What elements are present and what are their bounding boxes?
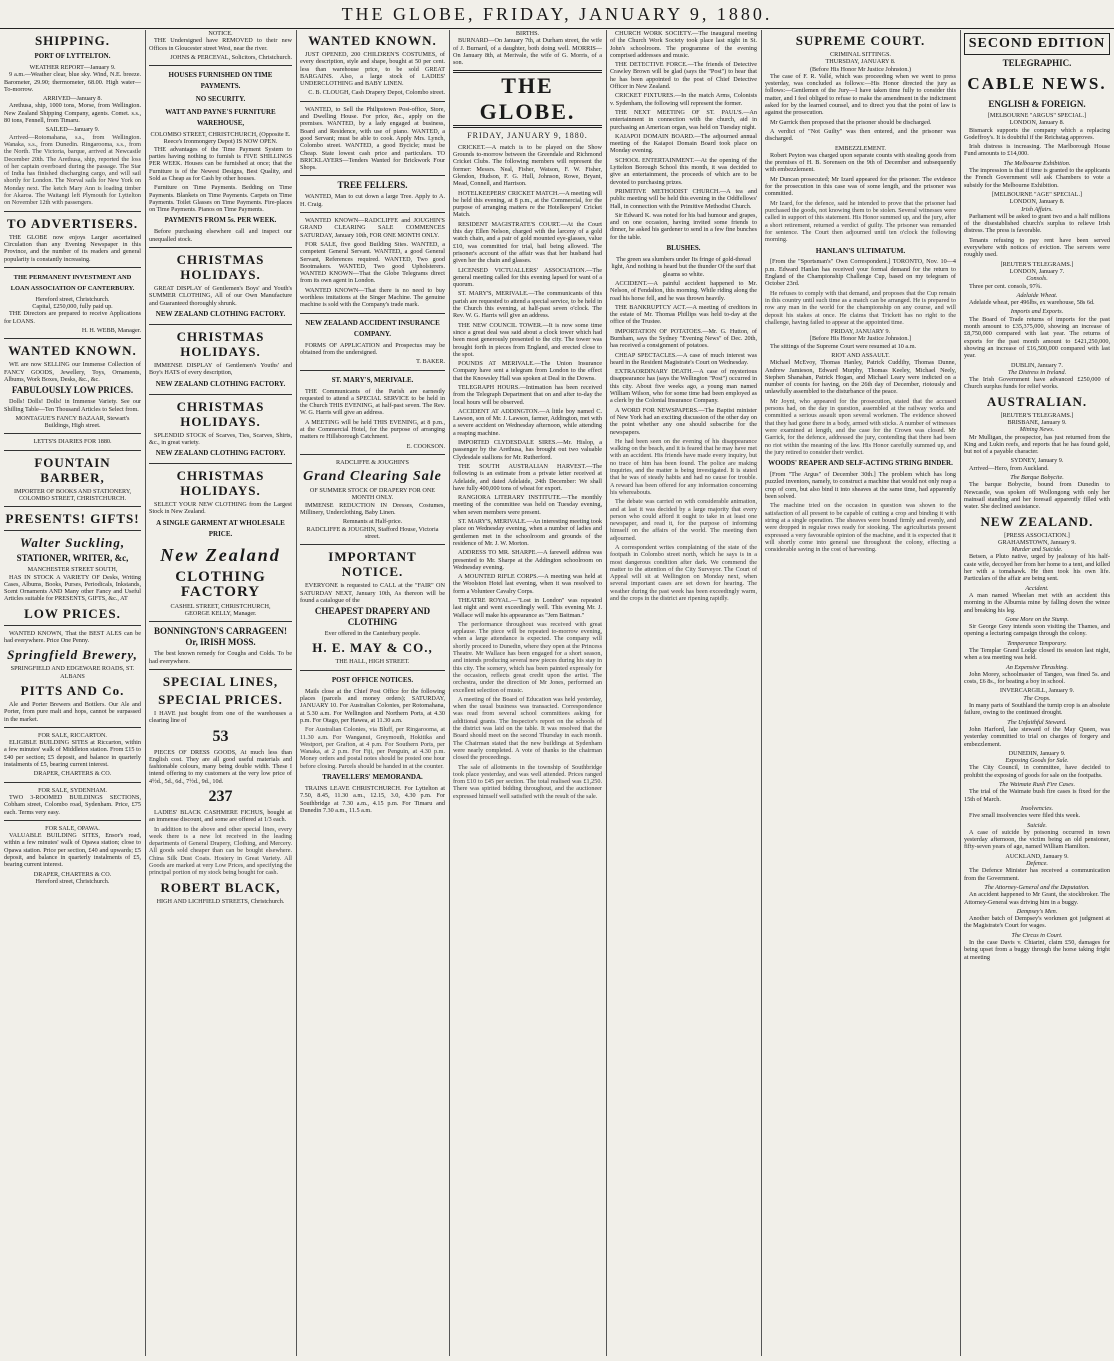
article-st-pauls: THE NEXT MEETING OF ST. PAUL'S.—An entertainment in connection with the church, aid in purchasing an American organ, was held on Tuesday night. [610,108,757,131]
hanlan-text: [From the "Sportsman's" Own Correspondent.] TORONTO, Nov. 10—4 p.m. Edward Hanlan has received your formal demand for the return to England of the Championship Challenge Cup, based on my telegram of October 23rd. [765,258,956,288]
article-newspapers: A WORD FOR NEWSPAPERS.—The Baptist minister of New York had an exciting discussion of the other day on the point whether any one should subscribe for the newspapers. [610,406,757,436]
insurance-heading: NEW ZEALAND ACCIDENT INSURANCE COMPANY. [305,318,440,338]
mining-heading: Mining News. [1019,426,1055,434]
australian-heading: AUSTRALIAN. [986,393,1088,409]
tree-fellers-text: WANTED, Man to cut down a large Tree. Apply to A. H. Craig. [300,193,445,208]
circus-heading: The Circus in Court. [1011,931,1063,939]
distress-heading: The Distress in Ireland. [1007,368,1067,376]
article-rifle-corps: A MOUNTED RIFLE CORPS.—A meeting was held at the Woolston Hotel last evening, when it was resolved to form a Volunteer Cavalry Corps. [453,573,602,595]
sailed-heading: SAILED—January 9. [45,126,100,134]
clothing-factory-title: CLOTHING FACTORY [175,568,266,600]
robert-black-heading: ROBERT BLACK, [160,879,281,895]
article-potatoes: IMPORTATION OF POTATOES.—Mr. G. Hutton, of Burnham, says the Sydney "Evening News" of Dec. 20th, has received a consignment of potatoes. [610,327,757,350]
article-hotelkeepers: HOTELKEEPERS' CRICKET MATCH.—A meeting will be held this evening, at 8 p.m., at the Commercial, for the purpose of arranging matters re the Hotelkeepers' Cricket Match. [453,189,602,219]
court-filler: Mr Izard, for the defence, said he intended to prove that the prisoner had purchased the goods, not knowing them to be stolen. Several witnesses were called in support of this statement. His Honor summed up, and the jury, after a short retirement, returned a verdict of guilty. The prisoner was remanded for sentence. The Court then adjourned until ten o'clock the following morning. [765,199,956,244]
column-rule [606,30,607,1356]
notice-heading: NOTICE. [208,30,233,37]
article-pounds: POUNDS AT MERIVALE.—The Union Insurance Company have sent a telegram from London to the effect that the Knowsley Hall was spoken at Deal in the Downs. [453,360,602,382]
telegram-19: John Harford, late steward of the May Queen, was yesterday committed to trial on charges of forgery and embezzlement. [964,725,1110,748]
opawa-heading: FOR SALE, OPAWA. [45,824,100,832]
hemay-heading: H. E. MAY & CO., [312,640,433,656]
arrived-text: Arethusa, ship, 1000 tons, Morse, from Wellington. New Zealand Shipping Company, agents. Comet. s.s., 80 tons, Fennell, from Timaru. [4,102,141,125]
woods-heading: WOODS' REAPER AND SELF-ACTING STRING BINDER. [768,459,953,468]
telegram-21: The trial of the Waimate bush fire cases is fixed for the 15th of March. [964,788,1110,803]
shipping-text: 9 a.m.—Weather clear, blue sky. Wind, N.E. breeze. Barometer, 29.90; thermometer, 68.00. High water—To-morrow. [4,71,141,93]
argus-special: [MELBOURNE "ARGUS" SPECIAL.] [987,112,1087,119]
new-zealand-title: New Zealand [160,544,281,565]
barque-heading: The Barque Bobycite. [1010,474,1064,482]
post-office-text: Mails close at the Chief Post Office for the following places (parcels and money orders); SATURDAY, JANUARY 10. For Australian Colonies, per Rotomahana, at 5.30 a.m. For Wellington and Northern Ports, at 4.30 p.m. For Otago, per Hawea, at 11.30 a.m. [300,687,445,724]
singer-notice-text: WANTED KNOWN—That there is no need to buy worthless imitations at the Singer Machine. The genuine machine is sold with the Company's trade mark. [300,286,445,309]
post-office-heading: POST OFFICE NOTICES. [331,675,414,684]
dublin-dateline: DUBLIN, January 7. [1011,361,1063,369]
shipping-filler: Arrived—Rotomahana, s.s., from Wellington. Wanaka, s.s., from Dunedin. Ringarooma, s.s., from the North. The Victoria, barque, arrived at Newcastle December 20th. The Arethusa, ship, reported the loss of her captain overboard during the passage. The Star of India has finished discharging cargo, and will sail shortly for London. The Norval sails for New York on Monday next. The ketch Mary Ann is loading timber for Akaroa. The Waitangi left Plymouth for Lyttelton on November 12th with passengers. [4,133,141,207]
cashmere-text: LADIES' BLACK CASHMERE FICHUS, bought at an immense discount, and some are offered at 1/3 each. [149,808,292,824]
article-victuallers: LICENSED VICTUALLERS' ASSOCIATION.—The general meeting called for this evening lapsed for want of a quorum. [453,266,602,289]
suckling-heading: Walter Suckling, [19,535,126,551]
dunedin-dateline: DUNEDIN, January 9. [1008,749,1066,757]
local-filler-2: The debate was carried on with considerable animation, and at last it was decided by a large majority that every person who could afford it ought to take in at least one newspaper, and read it, for the purpose of informing himself on the affairs of the world. The meeting then adjourned. [610,498,757,542]
wanted-items-text: WANTED, to Sell the Philipstown Post-office, Store, and Dwelling House. For price, &c., apply on the premises. WANTED, by a lady engaged at business, Board and Residence, with use of piano. WANTED, a good Servant; must be able to cook. Apply Mrs. Lynch, Colombo street. WANTED, a good Bycicle; must be Cheap. State lowest cash price and particulars. TO BRICKLAYERS—Tenders Wanted for Brickwork Four Shops. [300,105,445,172]
trains-text: TRAINS LEAVE CHRISTCHURCH. For Lyttelton at 7.50, 8.45, 11.30 a.m., 12.15, 3.0, 4.30 p.m. For Southbridge at 7.30 a.m., 4.15 p.m. For Timaru and Dunedin 7.30 a.m., 11.5 a.m. [300,785,445,814]
grand-clearing-top: RADCLIFFE & JOUGHIN'S [336,458,409,466]
age-special: [MELBOURNE "AGE" SPECIAL.] [991,190,1083,198]
wanted-known-heading: WANTED KNOWN. [8,343,137,359]
article-court: RESIDENT MAGISTRATE'S COURT.—At the Court this day Ellen Nelson, charged with the larceny of a gold watch chain, and a pair of gold mounted eye-glasses, value £10, was committed for trial, bail being allowed. The prisoner's account of the affair was that her husband had given her the chain and glasses. [453,220,602,265]
great-display-text: GREAT DISPLAY of Gentlemen's Boys' and Youth's SUMMER CLOTHING, All of our Own Manufacture and Guaranteed thoroughly shrunk. [149,285,292,307]
births-text: BURNARD—On January 7th, at Durham street, the wife of J. Burnard, of a daughter, both doing well. MORRIS—On January 8th, at Merivale, the wife of G. Morris, of a son. [453,37,602,67]
waimate-heading: The Waimate Rush Fire Cases. [998,781,1076,789]
drapers-signature-2: DRAPER, CHARTERS & CO. [33,870,112,878]
court-text-5: Mr Duncan prosecuted; Mr Izard appeared for the prisoner. The evidence for the prosecution in this case was of some length, and the prisoner was committed. [765,175,956,198]
hereford-address: Hereford street, Christchurch. [35,877,110,885]
dress-goods-text: PIECES OF DRESS GOODS, At much less than English cost. They are all good useful materials and fashionable colours, many being double width. These I intend offering to my customers at the very low price of 4½d., 5d., 6d., 7½d., 9d., 10d. [149,748,292,785]
pitts-heading: PITTS AND Co. [20,682,125,698]
watt-text: THE advantages of the Time Payment System to parties having nothing to furnish is FIVE SHILLINGS PER WEEK. Houses can be furnished at once; that the Furniture is of the Newest Designs, Best Quality, and Sold as Cheap as for Cash by other houses. [149,145,292,182]
telegram-7: Adelaide wheat, per 496lbs, ex warehouse, 58s 6d. [969,299,1095,307]
article-detective: THE DETECTIVE FORCE.—The friends of Detective Crawley Brown will be glad (says the "Post") to hear that he has been appointed to the post of Chief Detective Officer in New Zealand. [610,61,757,91]
article-methodist: PRIMITIVE METHODIST CHURCH.—A tea and public meeting will be held this evening in the Oddfellows' Hall, in connection with the Primitive Methodist Church. [610,187,757,210]
wanted-text: JUST OPENED, 200 CHILDREN'S COSTUMES, of every description, style and shape, bought at 50 per cent. less than warehouse price, to be sold GREAT BARGAINS. Also, a large stock of LADIES' UNDERCLOTHING and BABY LINEN. [300,51,445,88]
opawa-text: VALUABLE BUILDING SITES, Ensor's road, within a few minutes' walk of Opawa station; close to Opawa station. Price per section, £40 and upwards; £5 deposit, and balance in quarterly instalments of £5, bearing current interest. [4,832,141,869]
consols-heading: Consols. [1026,275,1048,283]
wanted-known-text: WE are now SELLING our Immense Collection of FANCY GOODS, Jewellery, Toys, Ornaments, Albums, Work Boxes, Desks, &c., &c. [4,361,141,383]
woods-filler: The machine tried on the occasion in question was shown to the satisfaction of all present to be capable of cutting a crop and binding it with string at a single operation. The sheaves were bound firmly and evenly, and were dropped in regular rows ready for stooking. The agriculturists present expressed a very favourable opinion of the machine, and it is expected that it will shortly come into general use throughout the colony, effecting a considerable saving in the cost of harvesting. [765,502,956,554]
telegram-10: Mr Mulligan, the prospector, has just returned from the King and Lukin reefs, and reports that he has found gold, but not of a payable character. [964,433,1110,456]
radcliffe-signature: RADCLIFFE & JOUGHIN, Stafford House, Victoria street. [306,525,439,540]
london-dateline-3: LONDON, January 7. [1009,267,1065,275]
telegram-18: In many parts of Southland the turnip crop is an absolute failure, owing to the continued drought. [964,702,1110,717]
telegram-13: Betsen, a Pluto native, urged by jealousy of his half-caste wife, decoyed her from her home to a tent, and killed her with a tomahawk. He then took his own life. Particulars of the affair are being sent. [964,553,1110,583]
radcliffe-more-text: FOR SALE, five good Building Sites. WANTED, a competent General Servant. WANTED, a good General Servant, References required. WANTED, Two good Bootmakers. WANTED, Two good Upholsterers. WANTED KNOWN—That the Globe Telegrams direct from its own agent in London. [300,240,445,285]
steward-heading: The Unfaithful Steward. [1007,718,1067,726]
article-accident: ACCIDENT AT ADDINGTON.—A little boy named C. Lawson, son of Mr. J. Lawson, farmer, Addington, met with a severe accident on Wednesday afternoon, while attending a reaping machine. [453,407,602,437]
melbourne-exhibition-heading: The Melbourne Exhibition. [1003,159,1071,167]
poem-text: The green sea slumbers under Its fringe of gold-thread light, And nothing is heard but the thunder Of the surf that gleams so white. [611,256,756,278]
thrashing-heading: An Expensive Thrashing. [1005,663,1069,671]
london-dateline-2: LONDON, January 8. [1009,198,1065,206]
dempsey-heading: Dempsey's Men. [1016,907,1058,915]
suckling-subtitle: STATIONER, WRITER, &c, [16,553,129,564]
article-theatre: THEATRE ROYAL.—"Lost in London" was repeated last night and went exceedingly well. This evening Mr. J. Wallace will make his appearance as "Jem Baitman." [453,597,602,619]
court-judge: (Before His Honor Mr Justice Johnston.) [809,65,912,73]
special-lines-heading: SPECIAL LINES, [162,673,279,689]
fountain-subtitle: IMPORTER OF BOOKS AND STATIONERY, COLOMBO STREET, CHRISTCHURCH. [13,487,132,502]
advertisers-text: THE GLOBE now enjoys Larger ascertained Circulation than any Evening Newspaper in this Province, and the number of its readers and general popularity is constantly increasing. [4,233,141,263]
column-clothing-ads [149,30,292,1356]
column-supreme-court [765,30,956,1356]
cable-news-heading: CABLE NEWS. [967,74,1107,93]
special-text: I HAVE just bought from one of the warehouses a clearing line of [149,709,292,725]
cheapest-heading: CHEAPEST DRAPERY AND CLOTHING [314,606,431,628]
woods-text: [From "The Argus" of December 30th.] The problem which has long puzzled inventors, namely, to construct a machine that would not only reap a crop of corn, but also bind it into sheaves at the same time, had apparently been solved. [765,471,956,501]
tree-fellers-heading: TREE FELLERS. [337,180,408,191]
births-heading: BIRTHS. [515,30,540,37]
court-subtitle: CRIMINAL SITTINGS. [830,51,891,58]
wanted-known-ales: WANTED KNOWN, That the BEST ALES can be had everywhere. Price One Penny. [4,629,141,645]
column-wanted-ads [300,30,445,1356]
cheapest-subtitle: Ever offered in the Canterbury people. [324,630,421,638]
column-rule [761,30,762,1356]
article-sharpe: ADDRESS TO MR. SHARPE.—A farewell address was presented to Mr. Sharpe at the Addington schoolroom on Wednesday evening. [453,549,602,571]
telegram-2: Irish distress is increasing. The Marlborough House Fund amounts to £14,000. [964,143,1110,158]
accident-heading: Accident. [1025,584,1049,592]
houses-heading: HOUSES FURNISHED ON TIME PAYMENTS. [168,71,273,91]
leader-filler-2: A meeting of the Board of Education was held yesterday, when the usual business was transacted. Correspondence was read from several school committees asking for additional grants. The Inspector's report on the schools of the district was laid on the table. It was resolved that the Board should meet on the second Thursday in each month. The Chairman stated that the new buildings at Sydenham were nearly completed. A vote of thanks to the chairman closed the proceedings. [453,695,602,762]
court-filler-2: Mr Joynt, who appeared for the prosecution, stated that the accused persons had, on the day in question, assembled at the railway works and committed a serious assault upon several workmen. The evidence showed that they had gone there in a body, armed with sticks. A number of witnesses were examined at length, and the case for the Crown was closed. Mr Garrick, for the defence, addressed the jury, contending that there had been no riot within the meaning of the law. His Honor carefully summed up, and the jury retired to consider their verdict. [765,397,956,456]
riccarton-text: ELIGIBLE BUILDING SITES at Riccarton, within a few minutes' walk of Middleton station. From £15 to £40 per section; £5 deposit, and balance in quarterly instalments of £5, bearing current interest. [4,739,141,769]
investment-heading: THE PERMANENT INVESTMENT AND LOAN ASSOCIATION OF CANTERBURY. [10,273,135,292]
new-zealand-heading: NEW ZEALAND. [980,513,1094,529]
advertisers-heading: TO ADVERTISERS. [6,215,139,231]
telegram-17: John Morey, schoolmaster of Tangeo, was fined 5s. and costs, £6 8s., for beating a boy in school. [964,670,1110,686]
irish-affairs-heading: Irish Affairs. [1021,205,1053,213]
count-53: 53 [212,727,229,745]
montague-text: MONTAGUE'S FANCY BAZAAR, Stewart's Buildings, High street. [15,414,130,430]
notice-signature: JOHNS & PERCEVAL, Solicitors, Christchurch. [170,53,292,61]
splendid-stock-text: SPLENDID STOCK of Scarves, Ties, Scarves, Shirts, &c., in great variety. [149,431,292,446]
robert-black-filler: In addition to the above and other special lines, every week there is a new lot received in the leading departments of General Drapery, Clothing, and Mercery. All goods sold cheaper than can be bought elsewhere. China Silk Dust Coats. Hosiery in Great Variety. All Goods are marked at very Low Prices, and specifying the principal portion of my stock being bought for cash. [149,825,292,877]
suckling-address: MANCHESTER STREET SOUTH, [27,566,118,574]
attorney-heading: The Attorney-General and the Deputation. [984,883,1090,891]
clough-signature: C. B. CLOUGH, Cash Drapery Depot, Colombo street. [308,89,445,97]
grand-clearing-subtitle: OF SUMMER STOCK OF DRAPERY FOR ONE MONTH ONLY. [309,487,436,502]
telegram-12: The barque Bobycite, bound from Dunedin to Newcastle, was spoken off Wollongong with only her mainsail standing and her foresail apparently filled with water. She declined assistance. [964,481,1110,511]
single-garment-text: A SINGLE GARMENT AT WHOLESALE PRICE. [156,518,285,538]
meeting-signature: E. COOKSON. [406,442,445,450]
payments-heading: PAYMENTS FROM 5s. PER WEEK. [164,216,277,225]
court-text-2: Mr Garrick then proposed that the prisoner should be discharged. [770,118,932,126]
watt-address: COLOMBO STREET, CHRISTCHURCH, (Opposite E. Reece's Ironmongery Depot) IS NOW OPEN. [150,131,291,146]
article-merivale: ST. MARY'S, MERIVALE.—An interesting meeting took place on Wednesday evening, when a number of ladies and gentlemen met in the schoolroom and grounds of the residence of Mr. J. W. Morton. [453,518,602,547]
weather-report: WEATHER REPORT—January 9. [29,64,116,71]
st-marys-text: THE Communicants of the Parish are earnestly requested to attend a SPECIAL SERVICE to be held in the Church THIS EVENING, at half-past seven. The Rev. W. G. Harris will give an address. [300,387,445,417]
letts-text: LETTS'S DIARIES FOR 1880. [33,438,112,446]
special-prices-heading: SPECIAL PRICES. [158,691,283,707]
insurance-text: FORMS OF APPLICATION and Prospectus may be obtained from the undersigned. [300,341,445,356]
telegram-5: Tenants refusing to pay rent have been served everywhere with notices of eviction. The servers were roughly used. [964,236,1110,259]
telegram-20: The City Council, in committee, have decided to prohibit the exposing of goods for sale on the footpaths. [964,764,1110,779]
crops-heading: The Crops. [1023,694,1051,702]
column-rule [296,30,297,1356]
article-school: SCHOOL ENTERTAINMENT.—At the opening of the Lyttelton Borough School this month, it was decided to give an entertainment, the proceeds of which are to be devoted to purchasing prizes. [610,156,757,186]
pitts-text: Ale and Porter Brewers and Bottlers. Our Ale and Porter, from pure malt and hops, cannot be surpassed in the market. [4,700,141,723]
post-office-filler: For Australian Colonies, via Bluff, per Ringarooma, at 11.30 a.m. For Wanganui, Greymouth, Hokitika and Westport, per Grafton, at 4 p.m. For Southern Ports, per Wanaka, at 2 p.m. For Fiji, per Penguin, at 4.30 p.m. Money orders and postal notes should be posted one hour before closing. Parcels should be handed in at the counter. [300,726,445,770]
court-text-4: Robert Peyton was charged upon separate counts with stealing goods from the premises of H. B. Sorensen on the 9th of December and subsequently with embezzlement. [765,151,956,174]
temperance-heading: Temperance Temporary. [1007,639,1067,647]
telegram-16: The Templar Grand Lodge closed its session last night, when a tea meeting was held. [964,647,1110,662]
insurance-signature: T. BAKER. [416,358,445,366]
murder-heading: Murder and Suicide. [1011,546,1063,554]
column-rule [960,30,961,1356]
defence-heading: Defence. [1026,860,1048,868]
article-death: EXTRAORDINARY DEATH.—A case of mysterious disappearance has (says the Wellington "Post") occurred in this city. About five weeks ago, a young man named William Wilson, who for some time had been employed as a clerk by the Colonial Insurance Company. [610,368,757,405]
local-filler: He had been seen on the evening of his disappearance walking on the beach, and it is feared that he may have met with an accident. His friends have made every inquiry, but no trace of him has been found. The police are making inquiries, and the matter is being investigated. It is stated that he was of steady habits and had no cause for trouble. A reward has been offered for any information concerning his whereabouts. [610,437,757,496]
globe-date: FRIDAY, JANUARY 9, 1880. [467,131,588,141]
invercargill-dateline: INVERCARGILL, January 9. [999,687,1075,695]
telegram-4: Parliament will be asked to grant two and a half millions of the disestablished church's surplus to relieve Irish distress. The press is favorable. [964,212,1110,235]
column-rule [145,30,146,1356]
court-text-7: Michael McEvoy, Thomas Hanley, Patrick Cuddihy, Thomas Dunne, Andrew Jamieson, Edward Murphy, Thomas Keeley, Michael Neely, Stephen Shanahan, Patrick Hogan, and Michael Leary were indicted on a number of counts for having, on the 26th day of December, riotously and unlawfully assembled to the disturbance of the peace. [765,359,956,396]
leader-filler-3: The sale of allotments in the township of Southbridge took place yesterday, and was well attended. Prices ranged from £10 to £45 per section. The total realised was £1,250. There was spirited bidding throughout, and the auctioneer expressed himself well satisfied with the result of the sale. [453,763,602,800]
article-rangiora: RANGIORA LITERARY INSTITUTE.—The monthly meeting of the committee was held on Tuesday evening, when seven members were present. [453,494,602,516]
column-leader [453,30,602,1356]
telegram-24: The Defence Minister has received a communication from the Government. [964,867,1110,882]
telegram-23: A case of suicide by poisoning occurred in town yesterday afternoon, the victim being an old pensioner, fifty-seven years of age, named William Hamilton. [964,828,1110,851]
nz-factory-label-2: NEW ZEALAND CLOTHING FACTORY. [155,379,286,388]
article-kaiapoi: KAIAPOI DOMAIN BOARD.—The adjourned annual meeting of the Kaiapoi Domain Board took place on Monday evening. [610,132,757,155]
adelaide-wheat-heading: Adelaide Wheat. [1016,291,1058,299]
select-clothing-text: SELECT YOUR NEW CLOTHING from the Largest Stock in New Zealand. [149,501,292,516]
auckland-dateline: AUCKLAND, January 9. [1005,852,1069,860]
column-shipping-ads [4,30,141,1356]
wanted-heading: WANTED KNOWN. [308,33,437,48]
court-heading: SUPREME COURT. [795,33,926,48]
robert-black-address: HIGH AND LICHFIELD STREETS, Christchurch. [156,897,285,905]
grahamstown-dateline: GRAHAMSTOWN, January 9. [998,538,1076,546]
fabulously-heading: FABULOUSLY LOW PRICES. [11,385,134,396]
court-text-6: The sittings of the Supreme Court were resumed at 10 a.m. [770,342,917,350]
suicide-heading: Suicide. [1027,821,1047,829]
article-bankruptcy: THE BANKRUPTCY ACT.—A meeting of creditors in the estate of Mr. Thomas Phillips was held to-day at the office of the Trustee. [610,303,757,326]
nz-factory-label-1: NEW ZEALAND CLOTHING FACTORY. [155,309,286,318]
kelly-manager: GEORGE KELLY, Manager. [184,610,257,618]
article-clock-tower: THE NEW COUNCIL TOWER.—It is now some time since a great deal was said about a clock tower which had been most generously presented to the city. The tower was brought forth in pieces from England, and erected close to the spot. [453,321,602,358]
christmas-heading-1: CHRISTMAS HOLIDAYS. [176,252,265,283]
investment-capital: Capital, £250,000, fully paid up. [32,303,113,311]
no-security-heading: NO SECURITY. [195,95,246,104]
telegram-9: The Irish Government have advanced £250,000 of Church surplus funds for relief works. [964,376,1110,391]
article-church-work: CHURCH WORK SOCIETY.—The inaugural meeting of the Church Work Society took place last night in St. John's schoolroom. The programme of the evening comprised addresses and music. [610,30,757,59]
masthead-title: THE GLOBE, FRIDAY, JANUARY 9, 1880. [341,4,773,24]
suckling-text: HAS IN STOCK A VARIETY OF Desks, Writing Cases, Albums, Books, Purses, Periodicals, Inkstands, Scent Ornaments AND Many other Fancy and Useful Articles suitable for PRESENTS, GIFTS, &c., AT [4,573,141,603]
embezzlement-heading: EMBEZZLEMENT. [835,144,886,152]
sydenham-heading: FOR SALE, SYDENHAM. [38,786,107,794]
insolvency-heading: Insolvencies. [1020,804,1054,812]
low-prices-heading: LOW PRICES. [24,605,121,621]
cashel-address: CASHEL STREET, CHRISTCHURCH, [170,602,271,610]
watt-heading: WATT AND PAYNE'S FURNITURE WAREHOUSE, [165,108,276,128]
telegram-6: Three per cent. consols, 97¾. [969,282,1042,290]
article-telegraph: TELEGRAPH HOURS.—Intimation has been received from the Telegraph Department that on and after to-day the local hours will be observed. [453,383,602,406]
london-dateline-1: LONDON, January 8. [1009,119,1065,127]
christmas-heading-3: CHRISTMAS HOLIDAYS. [176,398,265,429]
fountain-heading: FOUNTAIN BARBER, [34,454,111,485]
reuters-label: [REUTER'S TELEGRAMS.] [1000,260,1074,268]
article-cricket-fixtures: CRICKET FIXTURES.—In the match Arms, Colonists v. Sydenham, the following will represent the former. [610,92,757,107]
article-spectacles: CHEAP SPECTACLES.—A case of much interest was heard in the Resident Magistrate's Court on Wednesday. [610,351,757,366]
telegram-1: Bismarck supports the company which a replacing Godeffroy's. It is doubtful if the Reichstag approves. [964,126,1110,141]
poem-heading: BLUSHES. [666,244,701,253]
arrived-heading: ARRIVED—January 8. [42,95,103,103]
telegram-22: Five small insolvencies were filed this week. [969,812,1081,820]
shipping-heading: SHIPPING. [34,33,111,48]
important-notice-heading: IMPORTANT NOTICE. [328,549,417,580]
reuters-label-2: [REUTER'S TELEGRAMS.] [1000,411,1074,419]
important-notice-text: EVERYONE is requested to CALL at the "FAIR" ON SATURDAY NEXT, January 10th, As thereon will be found a catalogue of the [300,582,445,604]
immense-reduction-text: IMMENSE REDUCTION IN Dresses, Costumes, Millinery, Underclothing, Baby Linen. [300,501,445,517]
article-grapes: Sir Edward K. was noted for his bad humour and grapes, and on one occasion, having invited some friends to dinner, he asked his gardener to send in a few fine bunches for the table. [610,211,757,241]
nz-factory-label-3: NEW ZEALAND CLOTHING FACTORY. [155,449,286,458]
telegram-26: Another batch of Dempsey's workmen got judgment at the Magistrate's Court for wages. [964,915,1110,930]
assault-heading: RIOT AND ASSAULT. [831,351,890,359]
press-association-label: [PRESS ASSOCIATION.] [1004,531,1070,539]
st-marys-heading: ST. MARY'S, MERIVALE. [331,375,414,384]
telegram-27: In the case Davis v. Chiarini, claim £50, damages for being upset from a buggy through the horse taking fright at meeting [964,938,1110,961]
grand-clearing-heading: Grand Clearing Sale [303,469,442,485]
article-st-marys: ST. MARY'S, MERIVALE.—The communicants of this parish are requested to attend a special service, to be held in the Church this evening, at half-past seven o'clock. The Rev. W. G. Harris will give an address. [453,290,602,320]
christmas-heading-2: CHRISTMAS HOLIDAYS. [176,328,265,359]
friday-heading: FRIDAY, JANUARY 9. [830,328,891,336]
investment-note: THE Directors are prepared to receive Applications for LOANS. [4,310,141,325]
investment-signature: H. H. WEBB, Manager. [81,327,141,335]
hanlan-heading: HANLAN'S ULTIMATUM. [815,246,906,256]
telegram-8: The Board of Trade returns of imports for the past month amount to £35,375,000, showing an increase of £8,750,000 compared with last year. The returns of exports for the past month amount to £421,250,000, showing an increase of £16,500,000 compared with last year. [964,315,1110,360]
count-237: 237 [208,787,233,805]
brisbane-dateline: BRISBANE, January 9. [1007,418,1067,426]
remnants-text: Remnants at Half-price. [342,518,403,526]
masthead [0,0,1114,29]
friday-judge: [Before His Honor Mr Justice Johnston.] [809,335,912,343]
article-clydesdale: IMPORTED CLYDESDALE SIRES.—Mr. Hislop, a passenger by the Arethusa, has brought out two valuable Clydesdale stallions for Mr. Rutherford. [453,439,602,461]
column-local-news [610,30,757,1356]
imports-heading: Imports and Exports. [1010,308,1064,316]
telegram-15: Sir George Grey intends soon visiting the Thames, and opening a lecturing campaign through the colony. [964,623,1110,638]
port-heading: PORT OF LYTTELTON. [34,52,111,60]
immense-hats-text: IMMENSE DISPLAY of Gentlemen's Youths' and Boy's HATS of every description, [149,361,292,377]
column-telegraphic [964,30,1110,1356]
investment-address: Hereford street, Christchurch. [35,295,110,303]
telegram-25: An accident happened to Mr Grant, the stockbroker. The Attorney-General was driving him in a buggy. [964,891,1110,906]
exposing-heading: Exposing Goods for Sale. [1005,757,1069,765]
globe-title: THE GLOBE. [453,70,602,128]
riccarton-heading: FOR SALE, RICCARTON. [38,731,107,739]
radcliffe-text: WANTED KNOWN—RADCLIFFE and JOUGHIN'S GRAND CLEARING SALE COMMENCES SATURDAY, January 10th, FOR ONE MONTH ONLY. [300,217,445,239]
local-filler-3: A correspondent writes complaining of the state of the footpath in Colombo street north, which he says is in a most dangerous condition after dark. We commend the matter to the attention of the City Surveyor. The Court of Appeal will sit at Wellington on Monday next, when several important cases are set down for hearing. The weather during the past week has been exceedingly warm, and the crops in the district are ripening rapidly. [610,544,757,603]
second-edition-heading: SECOND EDITION [964,33,1110,55]
dolls-text: Dolls! Dolls! Dolls! in Immense Variety. See our Shilling Table—Ten Thousand Articles to Select from. [4,398,141,413]
court-text-1: The case of F. R. Vallé, which was proceeding when we went to press yesterday, was concluded as follows:—His Honor directed the jury as follows:—Gentlemen of the Jury—I have taken time fully to consider this matter, and I feel obliged to refuse to make the amendment in the indictment asked for by the learned counsel, and to direct you that the point of law is against the prosecution. [765,72,956,117]
leader-filler: The performance throughout was received with great applause. The piece will be repeated to-morrow evening, when a large attendance is expected. The company will shortly proceed to Dunedin, where they open at the Princess Theatre. Mr Wallace has been engaged for a short season, and intends producing several new pieces during his stay in this city. The scenery, which has been painted expressly for the occasion, reflects great credit upon the artist. The orchestra, under the direction of Mr Jones, performed an excellent selection of music. [453,620,602,694]
court-date: THURSDAY, JANUARY 8. [825,58,896,66]
travellers-heading: TRAVELLERS' MEMORANDA. [322,773,423,781]
stump-heading: Gone More on the Stump. [1005,615,1069,623]
presents-heading: PRESENTS! GIFTS! [5,511,140,527]
furniture-list: Furniture on Time Payments. Bedding on Time Payments. Blankets on Time Payments. Carpets on Time Payments. Toilet Glasses on Time Payments. Fire-places on Time Payments. Pianos on Time Payments. [149,184,292,214]
sydenham-text: TWO 3-ROOMED BUILDINGS SECTIONS, Cobham street, Colombo road, Sydenham. Price, £75 each. Terms very easy. [4,793,141,816]
telegram-11: Arrived—Hero, from Auckland. [969,464,1049,472]
column-rule [449,30,450,1356]
hemay-address: THE HALL, HIGH STREET. [335,658,410,666]
court-text-3: A verdict of "Not Guilty" was then entered, and the prisoner was discharged. [765,127,956,143]
drapers-signature: DRAPER, CHARTERS & CO. [33,770,112,778]
bonnington-text: The best known remedy for Coughs and Colds. To be had everywhere. [149,650,292,665]
telegram-14: A man named Wheelan met with an accident this morning in the Alburnia mine by falling down the winze and breaking his leg. [964,591,1110,614]
telegraphic-heading: TELEGRAPHIC. [1002,58,1072,68]
meeting-text: A MEETING will be held THIS EVENING, at 8 p.m., at the Commercial Hotel, for the purpose of arranging matters re Hillsborough Catchment. [300,418,445,441]
notice-text: THE Undersigned have REMOVED to their new Offices in Gloucester street West, near the river. [149,37,292,52]
article-cricket: CRICKET.—A match is to be played on the Show Grounds to-morrow between the Greendale and Richmond Cricket Clubs. The following members will represent the former: Messrs. Neal, Fisher, Watson, F. W. Fisher, Glendon, Hudson, F. G. Hull, Johnson, Rowe, Bryant, Mead, Connell, and Harrison. [453,143,602,188]
bonnington-heading: BONNINGTON'S CARRAGEEN! Or, IRISH MOSS. [153,626,288,648]
christmas-heading-4: CHRISTMAS HOLIDAYS. [176,468,265,499]
hanlan-filler: He refuses to comply with that demand, and proposes that the Cup remain in this country until such time as a match can be arranged. He is prepared to row any man in the world for the championship on any course, and will deposit his stakes at once. He claims that Trickett has no right to the challenge, having failed to appear at the appointed time. [765,289,956,326]
sydney-dateline: SYDNEY, January 9. [1010,457,1064,465]
payments-text: Before purchasing elsewhere call and inspect our unequalled stock. [149,228,292,243]
english-foreign-heading: ENGLISH & FOREIGN. [988,99,1086,109]
article-harvest: THE SOUTH AUSTRALIAN HARVEST.—The following is an estimate from a private letter received at Adelaide, and dated Adelaide, 24th December: We shall have fully 400,000 tons of wheat for export. [453,462,602,492]
springfield-heading: Springfield Brewery, [7,647,138,663]
springfield-subtitle: SPRINGFIELD AND EDGEWARE ROADS, ST. ALBANS [10,665,135,680]
telegram-3: The impression is that if time is granted to the applicants the French Government will ask Chambers to vote a subsidy for the Melbourne Exhibition. [964,167,1110,189]
article-fendalton: ACCIDENT.—A painful accident happened to Mr. Nelson, of Fendalton, this morning. While riding along the road his horse fell, and he was thrown heavily. [610,279,757,302]
